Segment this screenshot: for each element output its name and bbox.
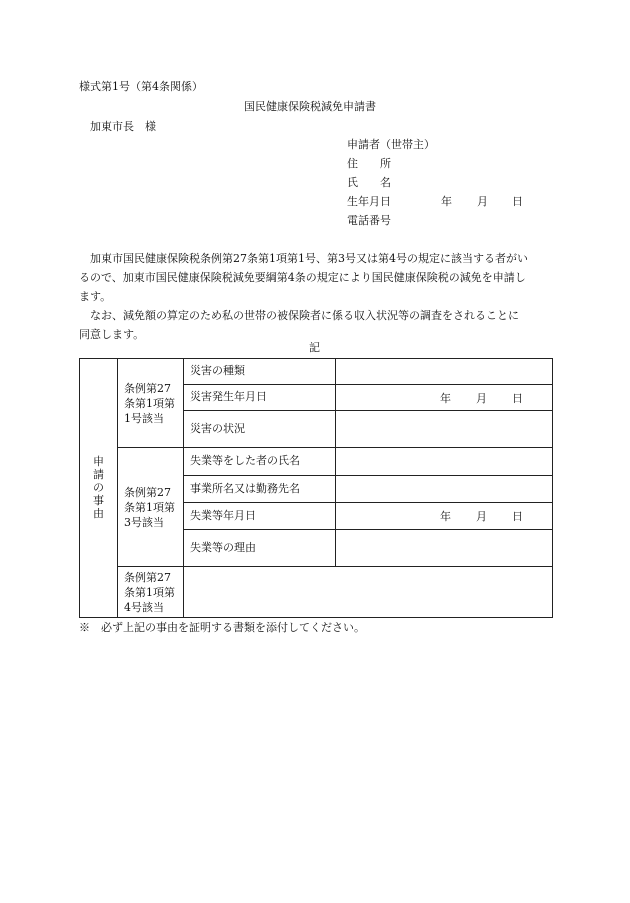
disaster-status-field[interactable] bbox=[336, 411, 553, 448]
article3-line: 3号該当 bbox=[124, 515, 164, 529]
article1-line: 条第1項第 bbox=[124, 396, 175, 410]
footnote: ※ 必ず上記の事由を証明する書類を添付してください。 bbox=[79, 621, 365, 634]
reason-table bbox=[79, 358, 553, 618]
article3-cell bbox=[118, 448, 184, 567]
article4-line: 条第1項第 bbox=[124, 585, 175, 599]
address-label: 住 所 bbox=[347, 157, 391, 170]
birth-month-label: 月 bbox=[477, 195, 488, 208]
article4-cell bbox=[118, 567, 184, 618]
form-number: 様式第1号（第4条関係） bbox=[79, 80, 203, 93]
statement-line-2: るので、加東市国民健康保険税減免要綱第4条の規定により国民健康保険税の減免を申請し bbox=[79, 271, 526, 284]
document-title: 国民健康保険税減免申請書 bbox=[244, 100, 376, 113]
disaster-date-field[interactable] bbox=[336, 385, 553, 411]
unemployed-year-label: 年 bbox=[440, 510, 451, 523]
statement-line-3: ます。 bbox=[79, 290, 112, 303]
article3-line: 条第1項第 bbox=[124, 500, 175, 514]
article1-cell bbox=[118, 359, 184, 448]
applicant-label: 申請者（世帯主） bbox=[347, 138, 435, 151]
workplace-field[interactable] bbox=[336, 476, 553, 503]
ki-heading: 記 bbox=[309, 341, 320, 354]
article4-line: 条例第27 bbox=[124, 570, 171, 584]
disaster-type-label-cell bbox=[184, 359, 336, 385]
unemployed-reason-field[interactable] bbox=[336, 530, 553, 567]
article1-line: 条例第27 bbox=[124, 381, 171, 395]
disaster-type-field[interactable] bbox=[336, 359, 553, 385]
reason-label: 申請の事由 bbox=[93, 454, 104, 520]
unemployed-name-label: 失業等をした者の氏名 bbox=[190, 454, 300, 468]
article3-line: 条例第27 bbox=[124, 485, 171, 499]
unemployed-month-label: 月 bbox=[476, 510, 487, 523]
article4-line: 4号該当 bbox=[124, 600, 164, 614]
article1-line: 1号該当 bbox=[124, 411, 164, 425]
unemployed-reason-label-cell bbox=[184, 530, 336, 567]
disaster-day-label: 日 bbox=[512, 392, 523, 405]
birthdate-label: 生年月日 bbox=[347, 195, 391, 208]
unemployed-date-label-cell bbox=[184, 503, 336, 530]
unemployed-reason-label: 失業等の理由 bbox=[190, 540, 256, 554]
disaster-type-label: 災害の種類 bbox=[190, 364, 245, 378]
unemployed-name-field[interactable] bbox=[336, 448, 553, 476]
reason-label-cell bbox=[80, 359, 118, 618]
consent-line-2: 同意します。 bbox=[79, 328, 145, 341]
disaster-year-label: 年 bbox=[440, 392, 451, 405]
application-statement bbox=[79, 249, 549, 344]
disaster-month-label: 月 bbox=[476, 392, 487, 405]
statement-line-1: 加東市国民健康保険税条例第27条第1項第1号、第3号又は第4号の規定に該当する者がい bbox=[90, 252, 528, 265]
consent-line-1: なお、減免額の算定のため私の世帯の被保険者に係る収入状況等の調査をされることに bbox=[90, 309, 519, 322]
unemployed-date-label: 失業等年月日 bbox=[190, 508, 256, 522]
birth-day-label: 日 bbox=[512, 195, 523, 208]
workplace-label: 事業所名又は勤務先名 bbox=[190, 481, 300, 495]
birth-year-label: 年 bbox=[441, 195, 452, 208]
disaster-date-label-cell bbox=[184, 385, 336, 411]
disaster-date-label: 災害発生年月日 bbox=[190, 390, 267, 404]
unemployed-day-label: 日 bbox=[512, 510, 523, 523]
addressee: 加東市長 様 bbox=[90, 120, 156, 133]
unemployed-name-label-cell bbox=[184, 448, 336, 476]
workplace-label-cell bbox=[184, 476, 336, 503]
name-label: 氏 名 bbox=[347, 176, 391, 189]
disaster-status-label-cell bbox=[184, 411, 336, 448]
disaster-status-label: 災害の状況 bbox=[190, 421, 245, 435]
article4-field[interactable] bbox=[184, 567, 553, 618]
unemployed-date-field[interactable] bbox=[336, 503, 553, 530]
phone-label: 電話番号 bbox=[347, 214, 391, 227]
